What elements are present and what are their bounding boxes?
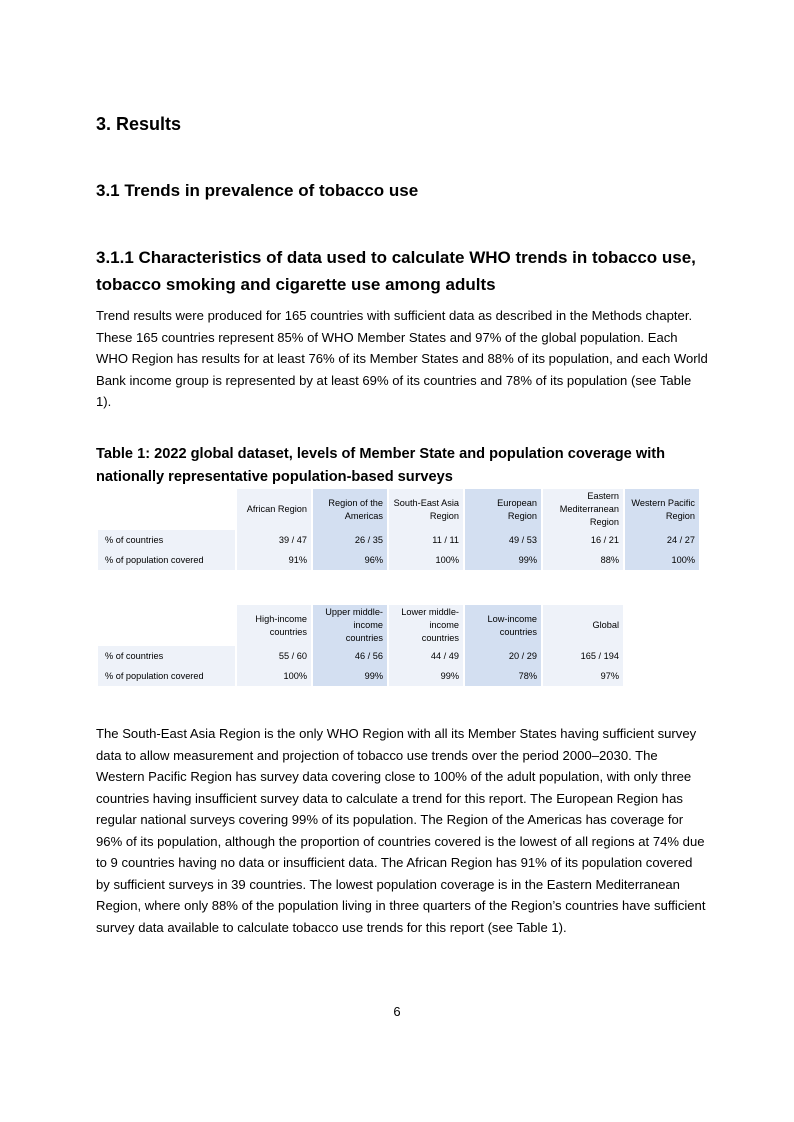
- row-label: % of population covered: [98, 550, 235, 570]
- table-cell: 99%: [389, 666, 463, 686]
- column-header: African Region: [237, 489, 311, 530]
- table-cell: 78%: [465, 666, 541, 686]
- column-header: European Region: [465, 489, 541, 530]
- table-cell: 44 / 49: [389, 646, 463, 666]
- column-header: Low-income countries: [465, 605, 541, 646]
- table-cell: 97%: [543, 666, 623, 686]
- empty-header-cell: [98, 605, 235, 646]
- table-header-row: [98, 605, 623, 646]
- row-label: % of countries: [98, 530, 235, 550]
- table-cell: 46 / 56: [313, 646, 387, 666]
- table-cell: 26 / 35: [313, 530, 387, 550]
- table-cell: 165 / 194: [543, 646, 623, 666]
- discussion-paragraph: The South-East Asia Region is the only WHO Region with all its Member States having sufficient survey data to allow measurement and projection of tobacco use trends over the period 2000–2030. The Western Pacific Region has survey data covering close to 100% of the adult population, with only three countries having insufficient survey data to calculate a trend for this report. The European Region has regular national surveys covering 99% of its population. The Region of the Americas has coverage for 96% of its population, although the proportion of countries covered is the lowest of all regions at 74% due to 9 countries having no data or insufficient data. The African Region has 91% of its population covered by sufficient surveys in 39 countries. The lowest population coverage is in the Eastern Mediterranean Region, where only 88% of the population living in three quarters of the Region’s countries have sufficient survey data available to calculate tobacco use trends for this report (see Table 1).: [96, 726, 706, 935]
- column-header: Global: [543, 605, 623, 646]
- page-number: 6: [393, 1004, 401, 1019]
- table-cell: 55 / 60: [237, 646, 311, 666]
- table-cell: 99%: [465, 550, 541, 570]
- column-header: High-income countries: [237, 605, 311, 646]
- table-row: [98, 666, 623, 686]
- table-cell: 99%: [313, 666, 387, 686]
- section-heading-characteristics: 3.1.1 Characteristics of data used to calculate WHO trends in tobacco use, tobacco smoking and cigarette use among adults: [96, 248, 696, 294]
- table-cell: 96%: [313, 550, 387, 570]
- table-cell: 11 / 11: [389, 530, 463, 550]
- table-header-row: [98, 489, 699, 530]
- table-cell: 39 / 47: [237, 530, 311, 550]
- table-cell: 16 / 21: [543, 530, 623, 550]
- income-coverage-table: [96, 605, 625, 686]
- table-cell: 20 / 29: [465, 646, 541, 666]
- table-cell: 24 / 27: [625, 530, 699, 550]
- column-header: Eastern Mediterranean Region: [543, 489, 623, 530]
- column-header: Region of the Americas: [313, 489, 387, 530]
- table-row: [98, 550, 699, 570]
- table-row: [98, 646, 623, 666]
- table-cell: 100%: [625, 550, 699, 570]
- table-cell: 100%: [237, 666, 311, 686]
- table-cell: 49 / 53: [465, 530, 541, 550]
- row-label: % of population covered: [98, 666, 235, 686]
- table-row: [98, 530, 699, 550]
- table-caption: Table 1: 2022 global dataset, levels of Member State and population coverage with nationally representative population-based surveys: [96, 446, 666, 485]
- section-heading-results: 3. Results: [96, 114, 182, 134]
- table-cell: 100%: [389, 550, 463, 570]
- column-header: Western Pacific Region: [625, 489, 699, 530]
- empty-header-cell: [98, 489, 235, 530]
- table-cell: 91%: [237, 550, 311, 570]
- table-cell: 88%: [543, 550, 623, 570]
- section-heading-trends: 3.1 Trends in prevalence of tobacco use: [96, 181, 419, 200]
- column-header: Upper middle-income countries: [313, 605, 387, 646]
- column-header: Lower middle-income countries: [389, 605, 463, 646]
- column-header: South-East Asia Region: [389, 489, 463, 530]
- row-label: % of countries: [98, 646, 235, 666]
- region-coverage-table: [96, 489, 701, 570]
- intro-paragraph: Trend results were produced for 165 countries with sufficient data as described in the Methods chapter. These 165 countries represent 85% of WHO Member States and 97% of the global population. Each WHO Region has results for at least 76% of its Member States and 88% of its population, and each World Bank income group is represented by at least 69% of its countries and 78% of its population (see Table 1).: [96, 308, 708, 409]
